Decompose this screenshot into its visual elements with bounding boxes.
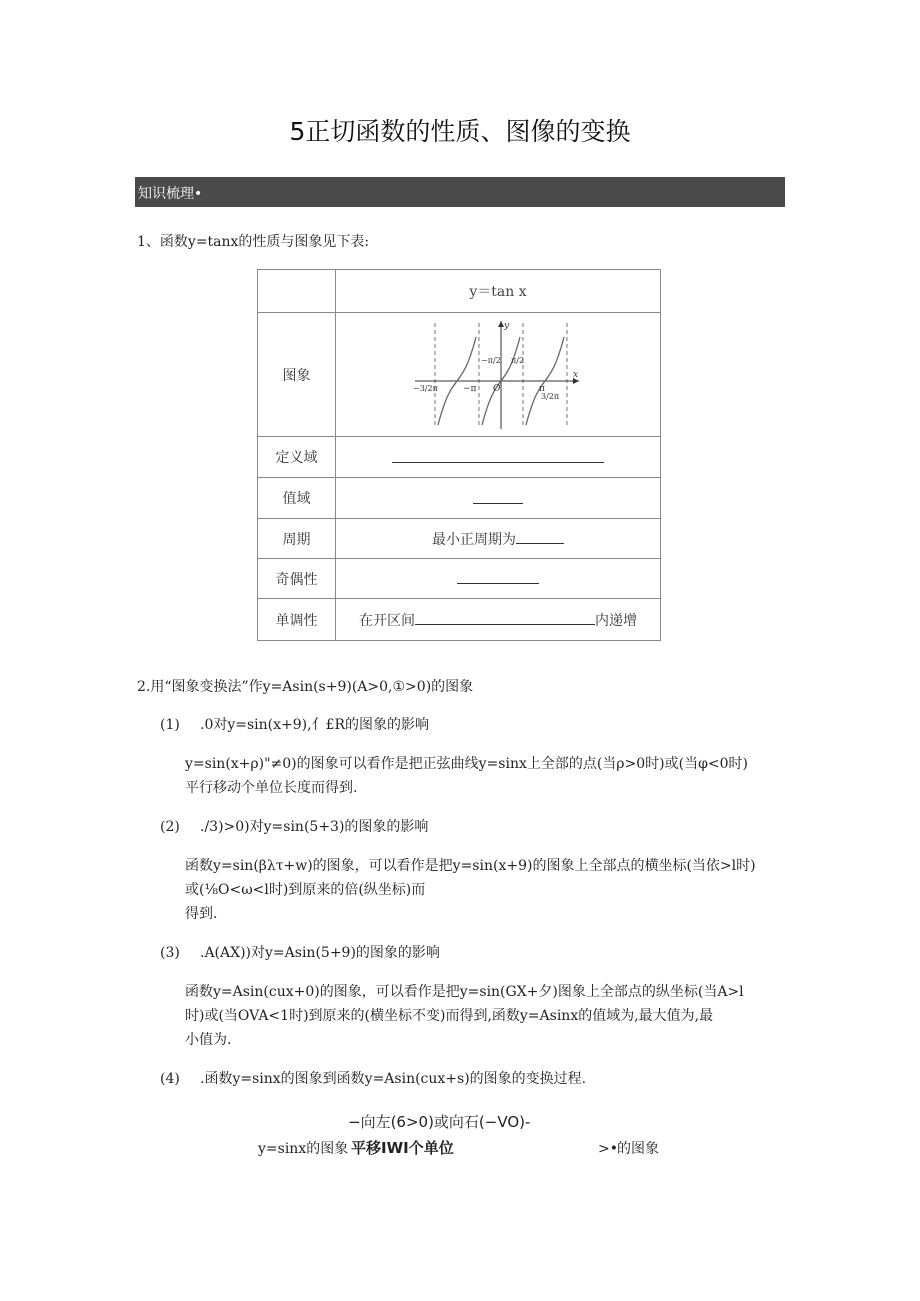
sub3-line1: 函数y=Asin(cux+0)的图象，可以看作是把y=sin(GX+夕)图象上全部点的纵坐标(当A>l bbox=[185, 984, 744, 1000]
sub1-head: .0对y=sin(x+9),亻£R的图象的影响 bbox=[200, 717, 430, 733]
sub4-num: (4) bbox=[160, 1071, 180, 1087]
domain-label: 定义域 bbox=[258, 437, 336, 478]
three-half-pi-label: 3/2π bbox=[541, 391, 560, 401]
neg-three-half-pi-label: −3/2π bbox=[413, 383, 438, 393]
tan-branch bbox=[418, 329, 432, 363]
half-pi-label: π/2 bbox=[511, 355, 525, 365]
graph-label: 图象 bbox=[258, 313, 336, 437]
domain-cell bbox=[336, 437, 661, 478]
item1-text: 1、函数y=tanx的性质与图象见下表: bbox=[137, 234, 370, 250]
range-blank bbox=[473, 489, 523, 504]
transform-bold: 平移IWI个单位 bbox=[351, 1139, 454, 1157]
monotonic-label: 单调性 bbox=[258, 599, 336, 641]
sub2-line3: 得到. bbox=[185, 906, 218, 922]
monotonic-cell bbox=[336, 599, 661, 641]
sub3-line2: 时)或(当OVA<1时)到原来的(横坐标不变)而得到,函数y=Asinx的值域为,最大值为,最 bbox=[185, 1008, 714, 1024]
sub1-num: (1) bbox=[160, 717, 180, 733]
transform-right: 的图象 bbox=[617, 1141, 659, 1157]
range-cell bbox=[336, 478, 661, 519]
page-title: 5正切函数的性质、图像的变换 bbox=[289, 117, 631, 146]
sub3-head: .A(AX))对y=Asin(5+9)的图象的影响 bbox=[200, 945, 440, 961]
tan-graph bbox=[413, 319, 583, 431]
sub2-head: ./3)>0)对y=sin(5+3)的图象的影响 bbox=[200, 819, 429, 835]
transform-top: −向左(6>0)或向石(−VO)- bbox=[348, 1113, 531, 1131]
sub3-line3: 小值为. bbox=[185, 1032, 232, 1048]
parity-label: 奇偶性 bbox=[258, 559, 336, 599]
mono-suffix: 内递增 bbox=[595, 612, 637, 629]
sub1-line2: 平行移动个单位长度而得到. bbox=[185, 780, 358, 796]
table-corner-cell bbox=[258, 270, 336, 313]
sub2-num: (2) bbox=[160, 819, 180, 835]
parity-blank bbox=[457, 569, 539, 584]
sub2-line2: 或(⅛O<ω<l时)到原来的倍(纵坐标)而 bbox=[185, 882, 426, 898]
sub3-num: (3) bbox=[160, 945, 180, 961]
mono-blank bbox=[415, 610, 595, 625]
neg-pi-label: −π bbox=[463, 383, 477, 394]
parity-cell bbox=[336, 559, 661, 599]
tan-properties-table bbox=[257, 269, 661, 641]
transform-arrow: >• bbox=[598, 1141, 618, 1157]
period-text: 最小正周期为 bbox=[432, 531, 516, 548]
transform-left: y=sinx的图象 bbox=[258, 1141, 349, 1157]
origin-label: O bbox=[493, 383, 501, 394]
sub4-head: .函数y=sinx的图象到函数y=Asin(cux+s)的图象的变换过程. bbox=[200, 1071, 587, 1087]
sub1-line1: y=sin(x+ρ)"≠0)的图象可以看作是把正弦曲线y=sinx上全部的点(当ρ>0时)或(当φ<0时) bbox=[185, 756, 749, 772]
graph-cell bbox=[336, 313, 661, 437]
sub2-line1: 函数y=sin(βλτ+w)的图象，可以看作是把y=sin(x+9)的图象上全部点的横坐标(当依>l时) bbox=[185, 858, 756, 874]
neg-half-pi-label: −π/2 bbox=[481, 355, 501, 365]
mono-prefix: 在开区间 bbox=[359, 612, 415, 629]
section-header-text: 知识梳理• bbox=[138, 186, 203, 202]
pi-label: π bbox=[539, 383, 545, 394]
x-label: x bbox=[573, 369, 579, 380]
period-cell bbox=[336, 519, 661, 559]
range-label: 值域 bbox=[258, 478, 336, 519]
period-label: 周期 bbox=[258, 519, 336, 559]
item2-text: 2.用“图象变换法”作y=Asin(s+9)(A>0,①>0)的图象 bbox=[137, 679, 474, 695]
domain-blank bbox=[392, 448, 604, 463]
period-blank bbox=[516, 529, 564, 544]
section-header-bar bbox=[135, 177, 785, 207]
y-label: y bbox=[504, 320, 510, 331]
table-header: y＝tan x bbox=[336, 270, 661, 313]
